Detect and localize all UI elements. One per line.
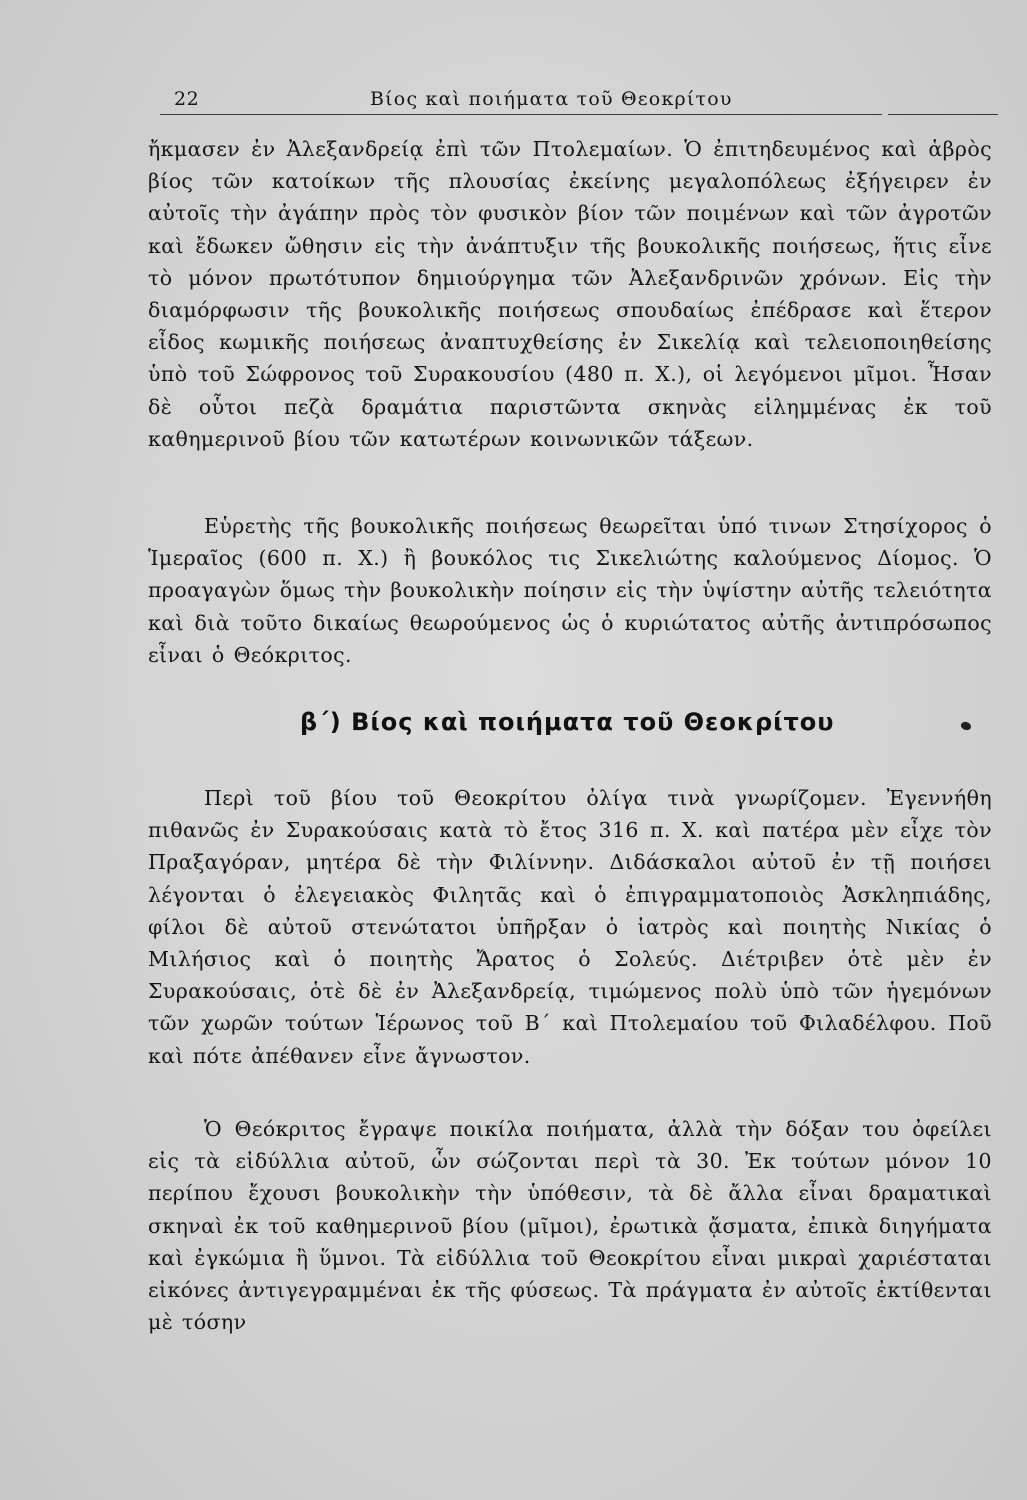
paragraph: ἤκμασεν ἐν Ἀλεξανδρείᾳ ἐπὶ τῶν Πτολεμαίων. Ὁ ἐπιτηδευμένος καὶ ἁβρὸς βίος τῶν κατοίκων τῆς πλουσίας ἐκείνης μεγαλοπόλεως ἐξήγειρεν ἐν αὐτοῖς τὴν ἀγάπην πρὸς τὸν φυσικὸν βίον τῶν ποιμένων καὶ τῶν ἀγροτῶν καὶ ἔδωκεν ὤθησιν εἰς τὴν ἀνάπτυξιν τῆς βουκολικῆς ποιήσεως, ἥτις εἶνε τὸ μόνον πρωτότυπον δημιούργημα τῶν Ἀλεξανδρινῶν χρόνων. Εἰς τὴν διαμόρφωσιν τῆς βουκολικῆς ποιήσεως σπουδαίως ἐπέδρασε καὶ ἕτερον εἶδος κωμικῆς ποιήσεως ἀναπτυχθείσης ἐν Σικελίᾳ καὶ τελειοποιηθείσης ὑπὸ τοῦ Σώφρονος τοῦ Συρακουσίου (480 π. Χ.), οἱ λεγόμενοι μῖμοι. Ἦσαν δὲ οὗτοι πεζὰ δραμάτια παριστῶντα σκηνὰς εἰλημμένας ἐκ τοῦ καθημερινοῦ βίου τῶν κατωτέρων κοινωνικῶν τάξεων. bbox=[148, 137, 992, 451]
header-rule bbox=[160, 114, 882, 115]
header-rule-end bbox=[888, 114, 998, 115]
paragraph: Εὑρετὴς τῆς βουκολικῆς ποιήσεως θεωρεῖται ὑπό τινων Στησίχορος ὁ Ἱμεραῖος (600 π. Χ.) ἢ βουκόλος τις Σικελιώτης καλούμενος Δίομος. Ὁ προαγαγὼν ὅμως τὴν βουκολικὴν ποίησιν εἰς τὴν ὑψίστην αὐτῆς τελειότητα καὶ διὰ τοῦτο δικαίως θεωρούμενος ὡς ὁ κυριώτατος αὐτῆς ἀντιπρόσωπος εἶναι ὁ Θεόκριτος. bbox=[148, 514, 992, 667]
section-text-works bbox=[148, 1113, 992, 1338]
body-text-continuation bbox=[148, 133, 992, 455]
section-heading: β΄) Βίος καὶ ποιήματα τοῦ Θεοκρίτου bbox=[300, 708, 835, 736]
paragraph: Ὁ Θεόκριτος ἔγραψε ποικίλα ποιήματα, ἀλλὰ τὴν δόξαν του ὀφείλει εἰς τὰ εἰδύλλια αὐτοῦ, ὧν σώζονται περὶ τὰ 30. Ἐκ τούτων μόνον 10 περίπου ἔχουσι βουκολικὴν τὴν ὑπόθεσιν, τὰ δὲ ἄλλα εἶναι δραματικαὶ σκηναὶ ἐκ τοῦ καθημερινοῦ βίου (μῖμοι), ἐρωτικὰ ᾄσματα, ἐπικὰ διηγήματα καὶ ἐγκώμια ἢ ὕμνοι. Τὰ εἰδύλλια τοῦ Θεοκρίτου εἶναι μικραὶ χαριέσταται εἰκόνες ἀντιγεγραμμέναι ἐκ τῆς φύσεως. Τὰ πράγματα ἐν αὐτοῖς ἐκτίθενται μὲ τόσην bbox=[148, 1117, 992, 1335]
paragraph: Περὶ τοῦ βίου τοῦ Θεοκρίτου ὀλίγα τινὰ γνωρίζομεν. Ἐγεννήθη πιθανῶς ἐν Συρακούσαις κατὰ τὸ ἔτος 316 π. Χ. καὶ πατέρα μὲν εἶχε τὸν Πραξαγόραν, μητέρα δὲ τὴν Φιλίννην. Διδάσκαλοι αὐτοῦ ἐν τῇ ποιήσει λέγονται ὁ ἐλεγειακὸς Φιλητᾶς καὶ ὁ ἐπιγραμματοποιὸς Ἀσκληπιάδης, φίλοι δὲ αὐτοῦ στενώτατοι ὑπῆρξαν ὁ ἰατρὸς καὶ ποιητὴς Νικίας ὁ Μιλήσιος καὶ ὁ ποιητὴς Ἄρατος ὁ Σολεύς. Διέτριβεν ὁτὲ μὲν ἐν Συρακούσαις, ὁτὲ δὲ ἐν Ἀλεξανδρείᾳ, τιμώμενος πολὺ ὑπὸ τῶν ἡγεμόνων τῶν χωρῶν τούτων Ἱέρωνος τοῦ Β΄ καὶ Πτολεμαίου τοῦ Φιλαδέλφου. Ποῦ καὶ πότε ἀπέθανεν εἶνε ἄγνωστον. bbox=[148, 786, 992, 1068]
page-header bbox=[160, 84, 998, 114]
section-text-life bbox=[148, 782, 992, 1072]
page-number: 22 bbox=[174, 88, 200, 110]
ink-mark bbox=[960, 720, 973, 731]
body-text-invention bbox=[148, 510, 992, 671]
running-title: Βίος καὶ ποιήματα τοῦ Θεοκρίτου bbox=[370, 88, 733, 110]
